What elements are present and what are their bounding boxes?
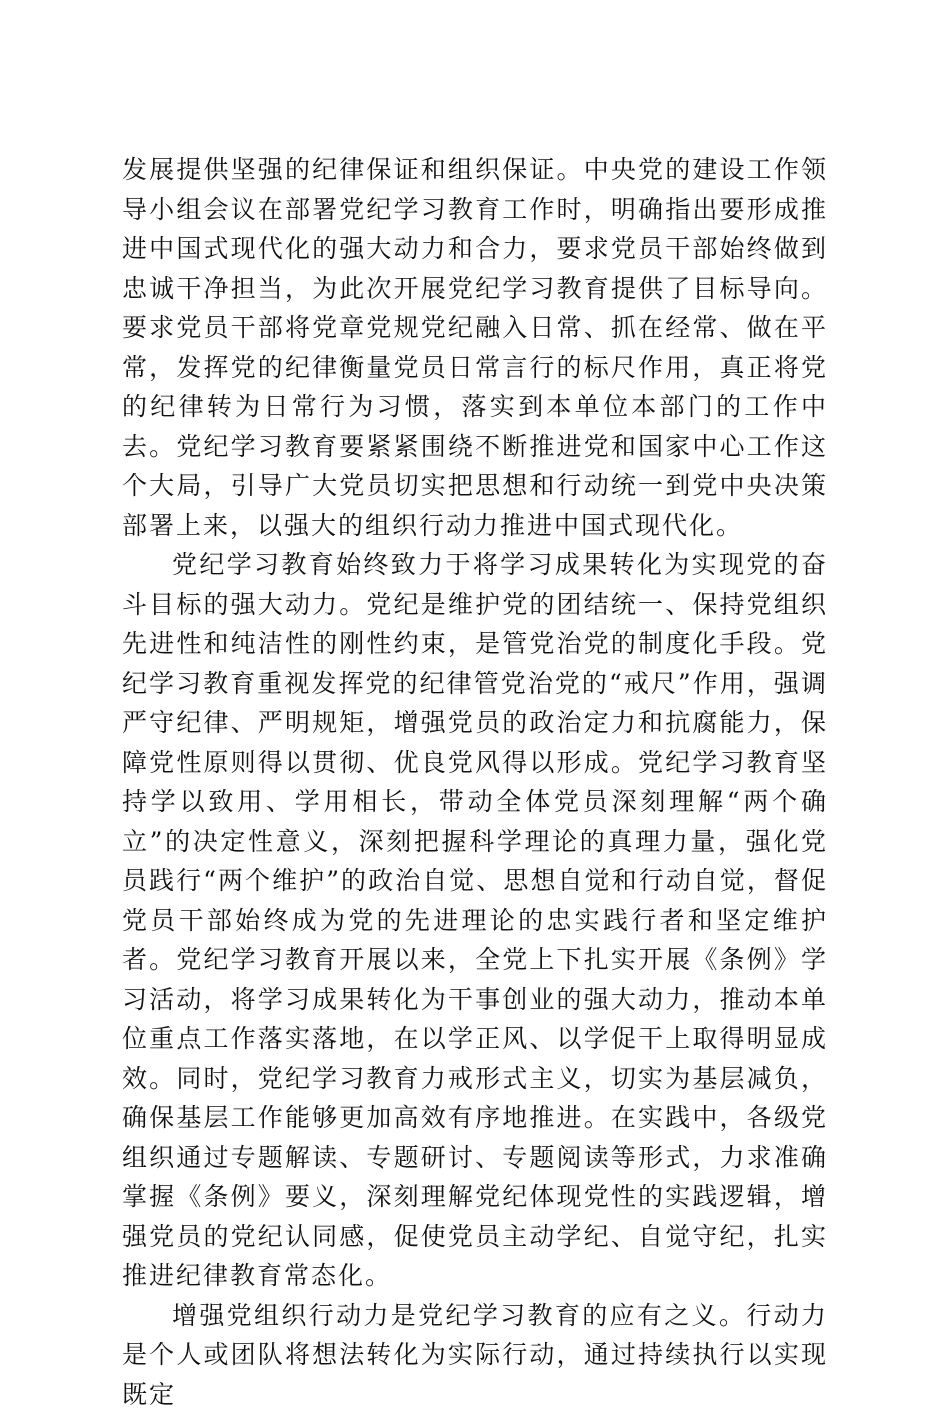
paragraph-continuation: 发展提供坚强的纪律保证和组织保证。中央党的建设工作领导小组会议在部署党纪学习教育工作时，明确指出要形成推进中国式现代化的强大动力和合力，要求党员干部始终做到忠诚干净担当，为此次开展党纪学习教育提供了目标导向。要求党员干部将党章党规党纪融入日常、抓在经常、做在平常，发挥党的纪律衡量党员日常言行的标尺作用，真正将党的纪律转为日常行为习惯，落实到本单位本部门的工作中去。党纪学习教育要紧紧围绕不断推进党和国家中心工作这个大局，引导广大党员切实把思想和行动统一到党中央决策部署上来，以强大的组织行动力推进中国式现代化。	[122, 150, 828, 545]
paragraph-study-results: 党纪学习教育始终致力于将学习成果转化为实现党的奋斗目标的强大动力。党纪是维护党的团结统一、保持党组织先进性和纯洁性的刚性约束，是管党治党的制度化手段。党纪学习教育重视发挥党的纪律管党治党的“戒尺”作用，强调严守纪律、严明规矩，增强党员的政治定力和抗腐能力，保障党性原则得以贯彻、优良党风得以形成。党纪学习教育坚持学以致用、学用相长，带动全体党员深刻理解“两个确立”的决定性意义，深刻把握科学理论的真理力量，强化党员践行“两个维护”的政治自觉、思想自觉和行动自觉，督促党员干部始终成为党的先进理论的忠实践行者和坚定维护者。党纪学习教育开展以来，全党上下扎实开展《条例》学习活动，将学习成果转化为干事创业的强大动力，推动本单位重点工作落实落地，在以学正风、以学促干上取得明显成效。同时，党纪学习教育力戒形式主义，切实为基层减负，确保基层工作能够更加高效有序地推进。在实践中，各级党组织通过专题解读、专题研讨、专题阅读等形式，力求准确掌握《条例》要义，深刻理解党纪体现党性的实践逻辑，增强党员的党纪认同感，促使党员主动学纪、自觉守纪，扎实推进纪律教育常态化。	[122, 545, 828, 1296]
document-body	[122, 150, 828, 1414]
paragraph-action-power: 增强党组织行动力是党纪学习教育的应有之义。行动力是个人或团队将想法转化为实际行动，通过持续执行以实现既定	[122, 1296, 828, 1414]
